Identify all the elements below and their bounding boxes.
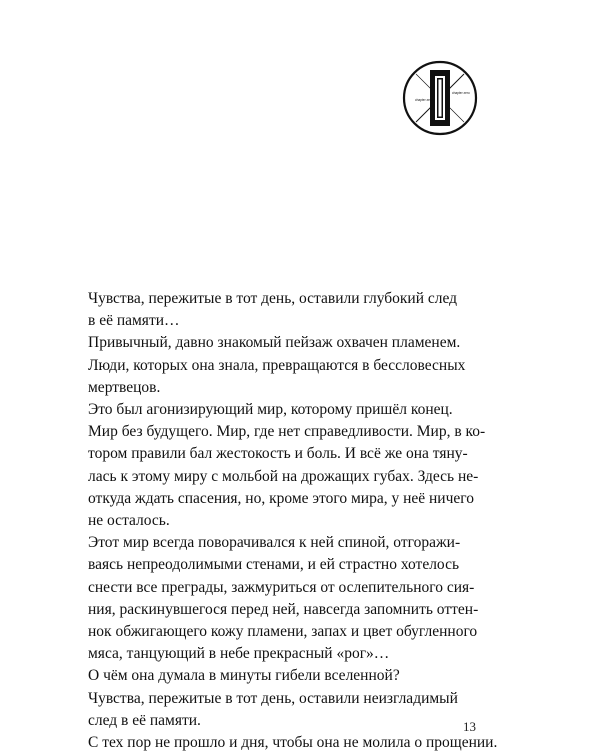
text-line: в её памяти… (88, 312, 180, 330)
text-line: не осталось. (88, 512, 170, 530)
text-line: снести все преграды, зажмуриться от ослепительного сия- (88, 578, 475, 596)
paragraph-4 (88, 532, 510, 665)
text-line: С тех пор не прошло и дня, чтобы она не молила о прощении. (88, 734, 498, 752)
text-line: след в её памяти. (88, 711, 201, 729)
paragraph-2 (88, 332, 510, 399)
zero-ring-icon (400, 58, 480, 138)
text-line: нок обжигающего кожу пламени, запах и цвет обугленного (88, 623, 478, 641)
text-line: ваясь непреодолимыми стенами, и ей страстно хотелось (88, 556, 460, 574)
text-line: лась к этому миру с мольбой на дрожащих губах. Здесь не- (88, 467, 479, 485)
text-line: мертвецов. (88, 378, 161, 396)
paragraph-3 (88, 399, 510, 532)
paragraph-1 (88, 288, 510, 332)
text-line: Этот мир всегда поворачивался к ней спиной, отгоражи- (88, 534, 461, 552)
text-line: Чувства, пережитые в тот день, оставили неизгладимый (88, 689, 458, 707)
text-line: откуда ждать спасения, но, кроме этого мира, у неё ничего (88, 489, 474, 507)
text-line: Мир без будущего. Мир, где нет справедливости. Мир, в ко- (88, 423, 486, 441)
text-line: Чувства, пережитые в тот день, оставили глубокий след (88, 290, 458, 307)
paragraph-5 (88, 665, 510, 687)
text-line: Люди, которых она знала, превращаются в бессловесных (88, 356, 466, 374)
paragraph-6 (88, 688, 510, 732)
emblem-left-label: chapter zero (415, 98, 433, 102)
text-line: ния, раскинувшегося перед ней, навсегда запомнить оттен- (88, 600, 479, 618)
text-line: тором правили бал жестокость и боль. И всё же она тяну- (88, 445, 468, 463)
text-line: Это был агонизирующий мир, которому пришёл конец. (88, 401, 453, 419)
text-line: О чём она думала в минуты гибели вселенной? (88, 667, 400, 685)
chapter-text (88, 288, 510, 754)
paragraph-7 (88, 732, 510, 754)
page-number: 13 (463, 719, 476, 734)
chapter-zero-emblem (400, 58, 480, 138)
emblem-right-label: chapter zero (452, 91, 470, 95)
text-line: мяса, танцующий в небе прекрасный «рог»… (88, 645, 390, 663)
text-line: Привычный, давно знакомый пейзаж охвачен пламенем. (88, 334, 461, 352)
